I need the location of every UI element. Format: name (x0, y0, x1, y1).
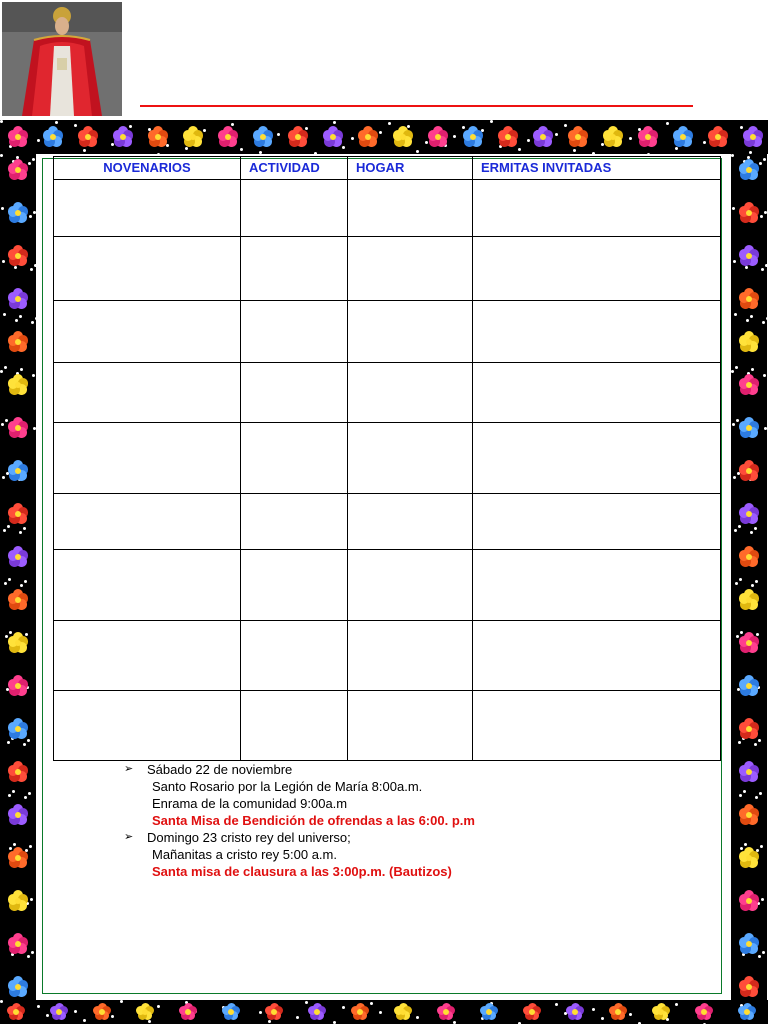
border-sparkle (766, 317, 767, 320)
hibiscus-flower-icon (6, 158, 30, 182)
table-cell (54, 363, 241, 423)
border-sparkle (4, 582, 7, 585)
hibiscus-flower-icon (6, 932, 30, 956)
border-sparkle (37, 1005, 40, 1008)
border-sparkle (754, 743, 757, 746)
hibiscus-flower-icon (6, 416, 30, 440)
table-cell (54, 301, 241, 363)
border-sparkle (259, 1011, 262, 1014)
table-cell (348, 550, 473, 621)
hibiscus-flower-icon (737, 416, 761, 440)
border-sparkle (351, 137, 354, 140)
border-sparkle (1, 207, 4, 210)
border-sparkle (7, 741, 10, 744)
table-row (54, 180, 721, 237)
border-sparkle (0, 120, 3, 123)
border-sparkle (739, 578, 742, 581)
border-sparkle (761, 898, 764, 901)
border-sparkle (731, 370, 734, 373)
border-sparkle (735, 582, 738, 585)
border-sparkle (20, 584, 23, 587)
table-cell (241, 363, 348, 423)
table-header-row (54, 157, 721, 180)
border-sparkle (675, 1003, 678, 1006)
hibiscus-flower-icon (636, 125, 660, 149)
table-cell (54, 494, 241, 550)
schedule-item: Santo Rosario por la Legión de María 8:00a.m. (152, 779, 423, 794)
hibiscus-flower-icon (307, 1002, 327, 1022)
header-actividad: ACTIVIDAD (241, 157, 348, 180)
table-cell (473, 363, 721, 423)
border-sparkle (527, 139, 530, 142)
border-sparkle (20, 368, 23, 371)
hibiscus-flower-icon (608, 1002, 628, 1022)
table-cell (348, 621, 473, 691)
table-cell (241, 423, 348, 494)
table-cell (473, 237, 721, 301)
border-sparkle (750, 315, 753, 318)
border-sparkle (370, 1002, 373, 1005)
border-sparkle (759, 792, 762, 795)
flower-border-bottom (0, 1000, 768, 1024)
hibiscus-flower-icon (737, 287, 761, 311)
border-sparkle (573, 149, 576, 152)
hibiscus-flower-icon (706, 125, 730, 149)
border-sparkle (19, 315, 22, 318)
border-sparkle (83, 149, 86, 152)
hibiscus-flower-icon (737, 846, 761, 870)
hibiscus-flower-icon (178, 1002, 198, 1022)
border-sparkle (592, 1008, 595, 1011)
table-row (54, 550, 721, 621)
table-cell (54, 180, 241, 237)
hibiscus-flower-icon (737, 502, 761, 526)
hibiscus-flower-icon (6, 674, 30, 698)
hibiscus-flower-icon (737, 244, 761, 268)
hibiscus-flower-icon (737, 975, 761, 999)
border-sparkle (733, 476, 736, 479)
border-sparkle (738, 741, 741, 744)
table-cell (241, 550, 348, 621)
border-sparkle (24, 580, 27, 583)
hibiscus-flower-icon (6, 459, 30, 483)
border-sparkle (277, 133, 280, 136)
border-sparkle (762, 951, 765, 954)
border-sparkle (755, 580, 758, 583)
border-sparkle (453, 135, 456, 138)
border-sparkle (120, 1000, 123, 1003)
border-sparkle (666, 122, 669, 125)
hibiscus-flower-icon (286, 125, 310, 149)
hibiscus-flower-icon (92, 1002, 112, 1022)
table-row (54, 301, 721, 363)
border-sparkle (0, 370, 3, 373)
border-sparkle (2, 476, 5, 479)
hibiscus-flower-icon (6, 846, 30, 870)
table-row (54, 423, 721, 494)
table-row (54, 691, 721, 761)
border-sparkle (333, 121, 336, 124)
hibiscus-flower-icon (135, 1002, 155, 1022)
border-sparkle (733, 260, 736, 263)
hibiscus-flower-icon (737, 545, 761, 569)
border-sparkle (0, 154, 3, 157)
hibiscus-flower-icon (694, 1002, 714, 1022)
hibiscus-flower-icon (737, 588, 761, 612)
hibiscus-flower-icon (6, 717, 30, 741)
hibiscus-flower-icon (6, 803, 30, 827)
hibiscus-flower-icon (6, 125, 30, 149)
hibiscus-flower-icon (737, 889, 761, 913)
hibiscus-flower-icon (264, 1002, 284, 1022)
border-sparkle (490, 120, 493, 123)
hibiscus-flower-icon (221, 1002, 241, 1022)
border-sparkle (739, 794, 742, 797)
border-sparkle (750, 531, 753, 534)
hibiscus-flower-icon (181, 125, 205, 149)
border-sparkle (32, 374, 35, 377)
hibiscus-flower-icon (737, 373, 761, 397)
table-row (54, 237, 721, 301)
border-sparkle (12, 790, 15, 793)
border-sparkle (30, 898, 33, 901)
table-cell (473, 494, 721, 550)
schedule-notes (124, 761, 475, 880)
border-sparkle (74, 1010, 77, 1013)
border-sparkle (379, 1011, 382, 1014)
hibiscus-flower-icon (737, 1002, 757, 1022)
hibiscus-flower-icon (6, 588, 30, 612)
border-sparkle (751, 584, 754, 587)
header-hogar: HOGAR (348, 157, 473, 180)
border-sparkle (731, 154, 734, 157)
hibiscus-flower-icon (737, 760, 761, 784)
border-sparkle (416, 1016, 419, 1019)
table-cell (348, 423, 473, 494)
hibiscus-flower-icon (111, 125, 135, 149)
border-sparkle (743, 790, 746, 793)
table-cell (241, 621, 348, 691)
hibiscus-flower-icon (436, 1002, 456, 1022)
border-sparkle (765, 264, 767, 267)
border-sparkle (555, 133, 558, 136)
hibiscus-flower-icon (737, 932, 761, 956)
border-sparkle (761, 268, 764, 271)
hibiscus-flower-icon (6, 1002, 26, 1022)
table-cell (348, 691, 473, 761)
table-cell (348, 237, 473, 301)
hibiscus-flower-icon (216, 125, 240, 149)
hibiscus-flower-icon (356, 125, 380, 149)
hibiscus-flower-icon (6, 287, 30, 311)
border-sparkle (31, 951, 34, 954)
border-sparkle (31, 321, 34, 324)
border-sparkle (23, 527, 26, 530)
hibiscus-flower-icon (6, 502, 30, 526)
hibiscus-flower-icon (251, 125, 275, 149)
table-cell (241, 301, 348, 363)
hibiscus-flower-icon (737, 330, 761, 354)
saint-image (2, 2, 122, 116)
table-cell (241, 237, 348, 301)
border-sparkle (755, 796, 758, 799)
hibiscus-flower-icon (350, 1002, 370, 1022)
hibiscus-flower-icon (146, 125, 170, 149)
table-cell (473, 691, 721, 761)
hibiscus-flower-icon (6, 201, 30, 225)
flower-border-left (0, 154, 36, 1000)
border-sparkle (2, 260, 5, 263)
schedule-item-highlight: Santa Misa de Bendición de ofrendas a las 6:00. p.m (152, 813, 475, 828)
border-sparkle (8, 794, 11, 797)
table-row (54, 494, 721, 550)
table-cell (54, 423, 241, 494)
table-row (54, 363, 721, 423)
border-sparkle (24, 796, 27, 799)
border-sparkle (555, 1003, 558, 1006)
table-cell (473, 301, 721, 363)
hibiscus-flower-icon (737, 201, 761, 225)
border-sparkle (734, 313, 737, 316)
header-rule (140, 105, 693, 107)
border-sparkle (751, 368, 754, 371)
border-sparkle (240, 148, 243, 151)
border-sparkle (754, 527, 757, 530)
border-sparkle (8, 578, 11, 581)
hibiscus-flower-icon (426, 125, 450, 149)
border-sparkle (732, 423, 735, 426)
border-sparkle (601, 1017, 604, 1020)
border-sparkle (296, 1016, 299, 1019)
border-sparkle (1, 423, 4, 426)
border-sparkle (735, 366, 738, 369)
flower-border-right (731, 154, 767, 1000)
border-sparkle (746, 319, 749, 322)
header-ermitas-invitadas: ERMITAS INVITADAS (473, 157, 721, 180)
novenarios-table (53, 156, 721, 761)
hibiscus-flower-icon (6, 760, 30, 784)
hibiscus-flower-icon (741, 125, 765, 149)
hibiscus-flower-icon (479, 1002, 499, 1022)
table-cell (241, 180, 348, 237)
hibiscus-flower-icon (76, 125, 100, 149)
table-cell (473, 180, 721, 237)
arrowhead-bullet-icon: ➢ (124, 763, 134, 775)
border-sparkle (83, 1019, 86, 1022)
schedule-item: Mañanitas a cristo rey 5:00 a.m. (152, 847, 337, 862)
table-cell (348, 494, 473, 550)
hibiscus-flower-icon (737, 717, 761, 741)
schedule-day (124, 761, 475, 778)
hibiscus-flower-icon (391, 125, 415, 149)
border-sparkle (629, 137, 632, 140)
hibiscus-flower-icon (651, 1002, 671, 1022)
hibiscus-flower-icon (737, 803, 761, 827)
hibiscus-flower-icon (496, 125, 520, 149)
border-sparkle (37, 139, 40, 142)
hibiscus-flower-icon (566, 125, 590, 149)
hibiscus-flower-icon (601, 125, 625, 149)
hibiscus-flower-icon (321, 125, 345, 149)
border-sparkle (763, 374, 766, 377)
border-sparkle (762, 321, 765, 324)
table-cell (54, 621, 241, 691)
table-cell (54, 237, 241, 301)
border-sparkle (763, 158, 766, 161)
schedule-day-label: Sábado 22 de noviembre (147, 762, 293, 777)
border-sparkle (3, 529, 6, 532)
table-cell (348, 301, 473, 363)
border-sparkle (157, 1005, 160, 1008)
hibiscus-flower-icon (522, 1002, 542, 1022)
schedule-item: Enrama de la comunidad 9:00a.m (152, 796, 348, 811)
table-cell (241, 691, 348, 761)
hibiscus-flower-icon (461, 125, 485, 149)
border-sparkle (764, 427, 767, 430)
border-sparkle (32, 158, 35, 161)
hibiscus-flower-icon (393, 1002, 413, 1022)
hibiscus-flower-icon (6, 330, 30, 354)
table-row (54, 621, 721, 691)
border-sparkle (55, 121, 58, 124)
arrowhead-bullet-icon: ➢ (124, 831, 134, 843)
border-sparkle (629, 1013, 632, 1016)
border-sparkle (3, 313, 6, 316)
table-cell (348, 363, 473, 423)
table-cell (473, 621, 721, 691)
hibiscus-flower-icon (737, 674, 761, 698)
hibiscus-flower-icon (565, 1002, 585, 1022)
hibiscus-flower-icon (6, 244, 30, 268)
border-sparkle (28, 792, 31, 795)
hibiscus-flower-icon (6, 889, 30, 913)
hibiscus-flower-icon (737, 459, 761, 483)
table-cell (54, 691, 241, 761)
hibiscus-flower-icon (737, 631, 761, 655)
schedule-day (124, 829, 475, 846)
table-cell (348, 180, 473, 237)
border-sparkle (19, 531, 22, 534)
border-sparkle (342, 1006, 345, 1009)
border-sparkle (732, 207, 735, 210)
flower-border-top (0, 120, 768, 154)
table-cell (473, 423, 721, 494)
border-sparkle (15, 319, 18, 322)
hibiscus-flower-icon (6, 975, 30, 999)
table-cell (54, 550, 241, 621)
hibiscus-flower-icon (6, 373, 30, 397)
border-sparkle (734, 529, 737, 532)
border-sparkle (23, 743, 26, 746)
hibiscus-flower-icon (531, 125, 555, 149)
border-sparkle (764, 211, 767, 214)
hibiscus-flower-icon (737, 158, 761, 182)
hibiscus-flower-icon (41, 125, 65, 149)
border-sparkle (4, 366, 7, 369)
hibiscus-flower-icon (671, 125, 695, 149)
schedule-day-label: Domingo 23 cristo rey del universo; (147, 830, 351, 845)
table-cell (473, 550, 721, 621)
hibiscus-flower-icon (49, 1002, 69, 1022)
hibiscus-flower-icon (6, 631, 30, 655)
header-novenarios: NOVENARIOS (54, 157, 241, 180)
table-cell (241, 494, 348, 550)
border-sparkle (416, 150, 419, 153)
border-sparkle (30, 268, 33, 271)
border-sparkle (0, 1000, 3, 1003)
hibiscus-flower-icon (6, 545, 30, 569)
schedule-item-highlight: Santa misa de clausura a las 3:00p.m. (Bautizos) (152, 864, 452, 879)
